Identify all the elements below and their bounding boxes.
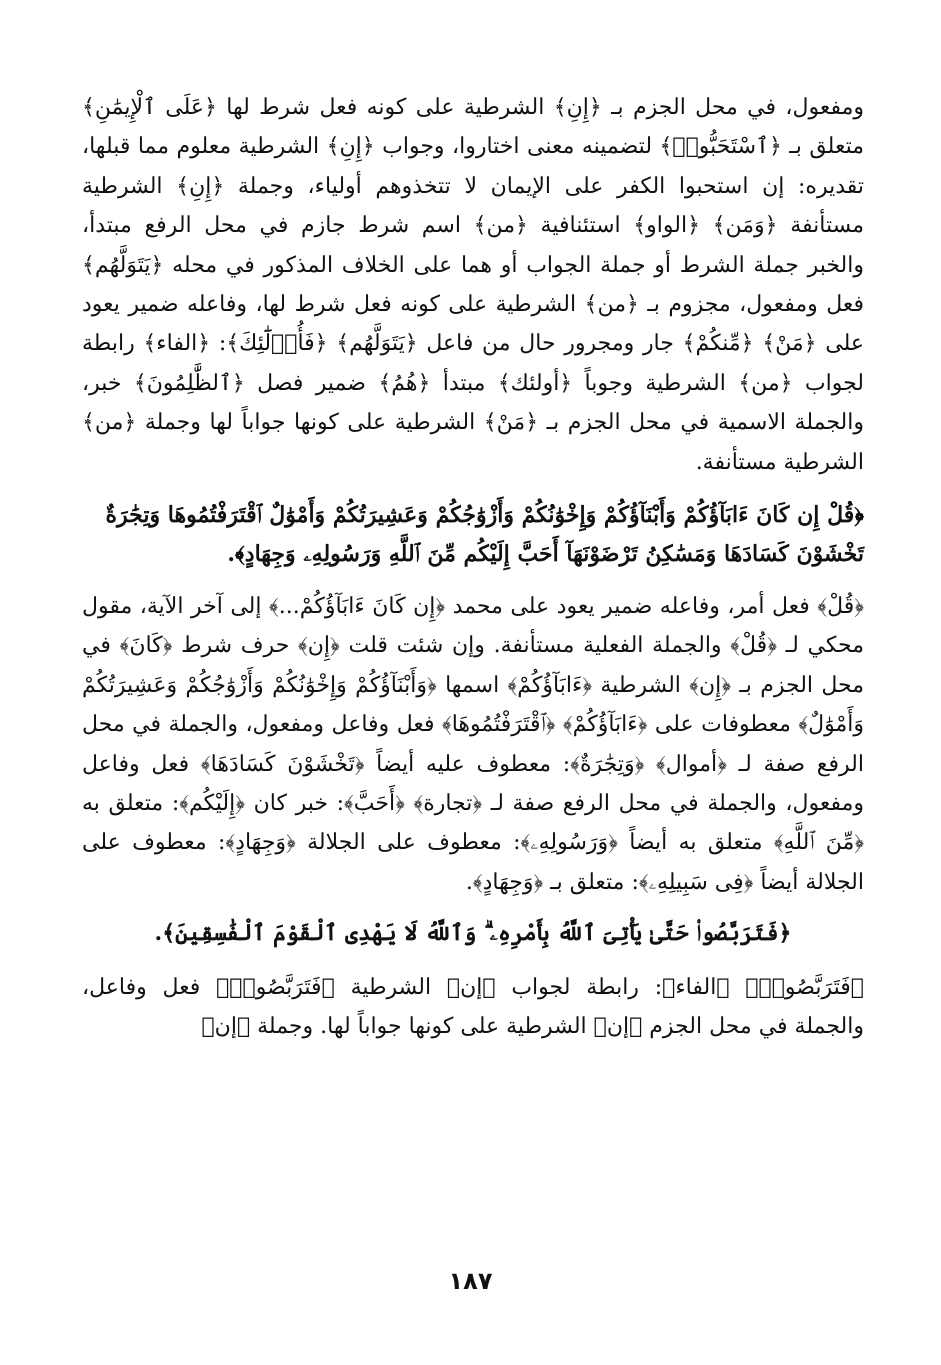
quran-verse-2: ﴿فَتَرَبَّصُوا۟ حَتَّىٰ يَأْتِىَ ٱللَّهُ بِأَمْرِهِۦ ۗ وَٱللَّهُ لَا يَهْدِى ٱلْقَوْمَ ٱلْفَٰسِقِينَ﴾. xyxy=(154,920,792,947)
paragraph-3: ﴿فَتَرَبَّصُوا۟﴾ ﴿الفاء﴾: رابطة لجواب ﴿إن﴾ الشرطية ﴿فَتَرَبَّصُوا۟﴾ فعل وفاعل، والجملة في محل الجزم ﴿إن﴾ الشرطية على كونها جواباً لها. وجملة ﴿إن﴾ xyxy=(82,974,864,1039)
quran-verse-1: ﴿قُلْ إِن كَانَ ءَابَآؤُكُمْ وَأَبْنَآؤُكُمْ وَإِخْوَٰنُكُمْ وَأَزْوَٰجُكُمْ وَعَشِيرَتُكُمْ وَأَمْوَٰلٌ ٱقْتَرَفْتُمُوهَا وَتِجَٰرَةٌ تَخْشَوْنَ كَسَادَهَا وَمَسَٰكِنُ تَرْضَوْنَهَآ أَحَبَّ إِلَيْكُم مِّنَ ٱللَّهِ وَرَسُولِهِۦ وَجِهَادٍ﴾. xyxy=(105,502,864,568)
page-body xyxy=(82,88,864,1046)
paragraph-1: ومفعول، في محل الجزم بـ ﴿إِنِ﴾ الشرطية على كونه فعل شرط لها ﴿عَلَى ٱلْإِيمَٰنِ﴾ متعلق بـ ﴿ٱسْتَحَبُّوا۟﴾ لتضمينه معنى اختاروا، وجواب ﴿إِنِ﴾ الشرطية معلوم مما قبلها، تقديره: إن استحبوا الكفر على الإيمان لا تتخذوهم أولياء، وجملة ﴿إِنِ﴾ الشرطية مستأنفة ﴿وَمَن﴾ ﴿الواو﴾ استئنافية ﴿من﴾ اسم شرط جازم في محل الرفع مبتدأ، والخبر جملة الشرط أو جملة الجواب أو هما على الخلاف المذكور في محله ﴿يَتَوَلَّهُم﴾ فعل ومفعول، مجزوم بـ ﴿من﴾ الشرطية على كونه فعل شرط لها، وفاعله ضمير يعود على ﴿مَنْ﴾ ﴿مِّنكُمْ﴾ جار ومجرور حال من فاعل ﴿يَتَوَلَّهُم﴾ ﴿فَأُو۟لَٰٓئِكَ﴾: ﴿الفاء﴾ رابطة لجواب ﴿من﴾ الشرطية وجوباً ﴿أولئك﴾ مبتدأ ﴿هُمُ﴾ ضمير فصل ﴿ٱلظَّٰلِمُونَ﴾ خبر، والجملة الاسمية في محل الجزم بـ ﴿مَنْ﴾ الشرطية على كونها جواباً لها وجملة ﴿من﴾ الشرطية مستأنفة. xyxy=(82,95,864,475)
page-number: ١٨٧ xyxy=(448,1267,493,1295)
paragraph-2: ﴿قُلْ﴾ فعل أمر، وفاعله ضمير يعود على محمد ﴿إِن كَانَ ءَابَآؤُكُمْ...﴾ إلى آخر الآية، مقول محكي لـ ﴿قُلْ﴾ والجملة الفعلية مستأنفة. وإن شئت قلت ﴿إِن﴾ حرف شرط ﴿كَانَ﴾ في محل الجزم بـ ﴿إِن﴾ الشرطية ﴿ءَابَآؤُكُمْ﴾ اسمها ﴿وَأَبْنَآؤُكُمْ وَإِخْوَٰنُكُمْ وَأَزْوَٰجُكُمْ وَعَشِيرَتُكُمْ وَأَمْوَٰلٌ﴾ معطوفات على ﴿ءَابَآؤُكُمْ﴾ ﴿ٱقْتَرَفْتُمُوهَا﴾ فعل وفاعل ومفعول، والجملة في محل الرفع صفة لـ ﴿أموال﴾ ﴿وَتِجَٰرَةٌ﴾: معطوف عليه أيضاً ﴿تَخْشَوْنَ كَسَادَهَا﴾ فعل وفاعل ومفعول، والجملة في محل الرفع صفة لـ ﴿تجارة﴾ ﴿أَحَبَّ﴾: خبر كان ﴿إِلَيْكُم﴾: متعلق به ﴿مِّنَ ٱللَّهِ﴾ متعلق به أيضاً ﴿وَرَسُولِهِۦ﴾: معطوف على الجلالة ﴿وَجِهَادٍ﴾: معطوف على الجلالة أيضاً ﴿فِى سَبِيلِهِۦ﴾: متعلق بـ ﴿وَجِهَادٍ﴾. xyxy=(82,593,864,895)
